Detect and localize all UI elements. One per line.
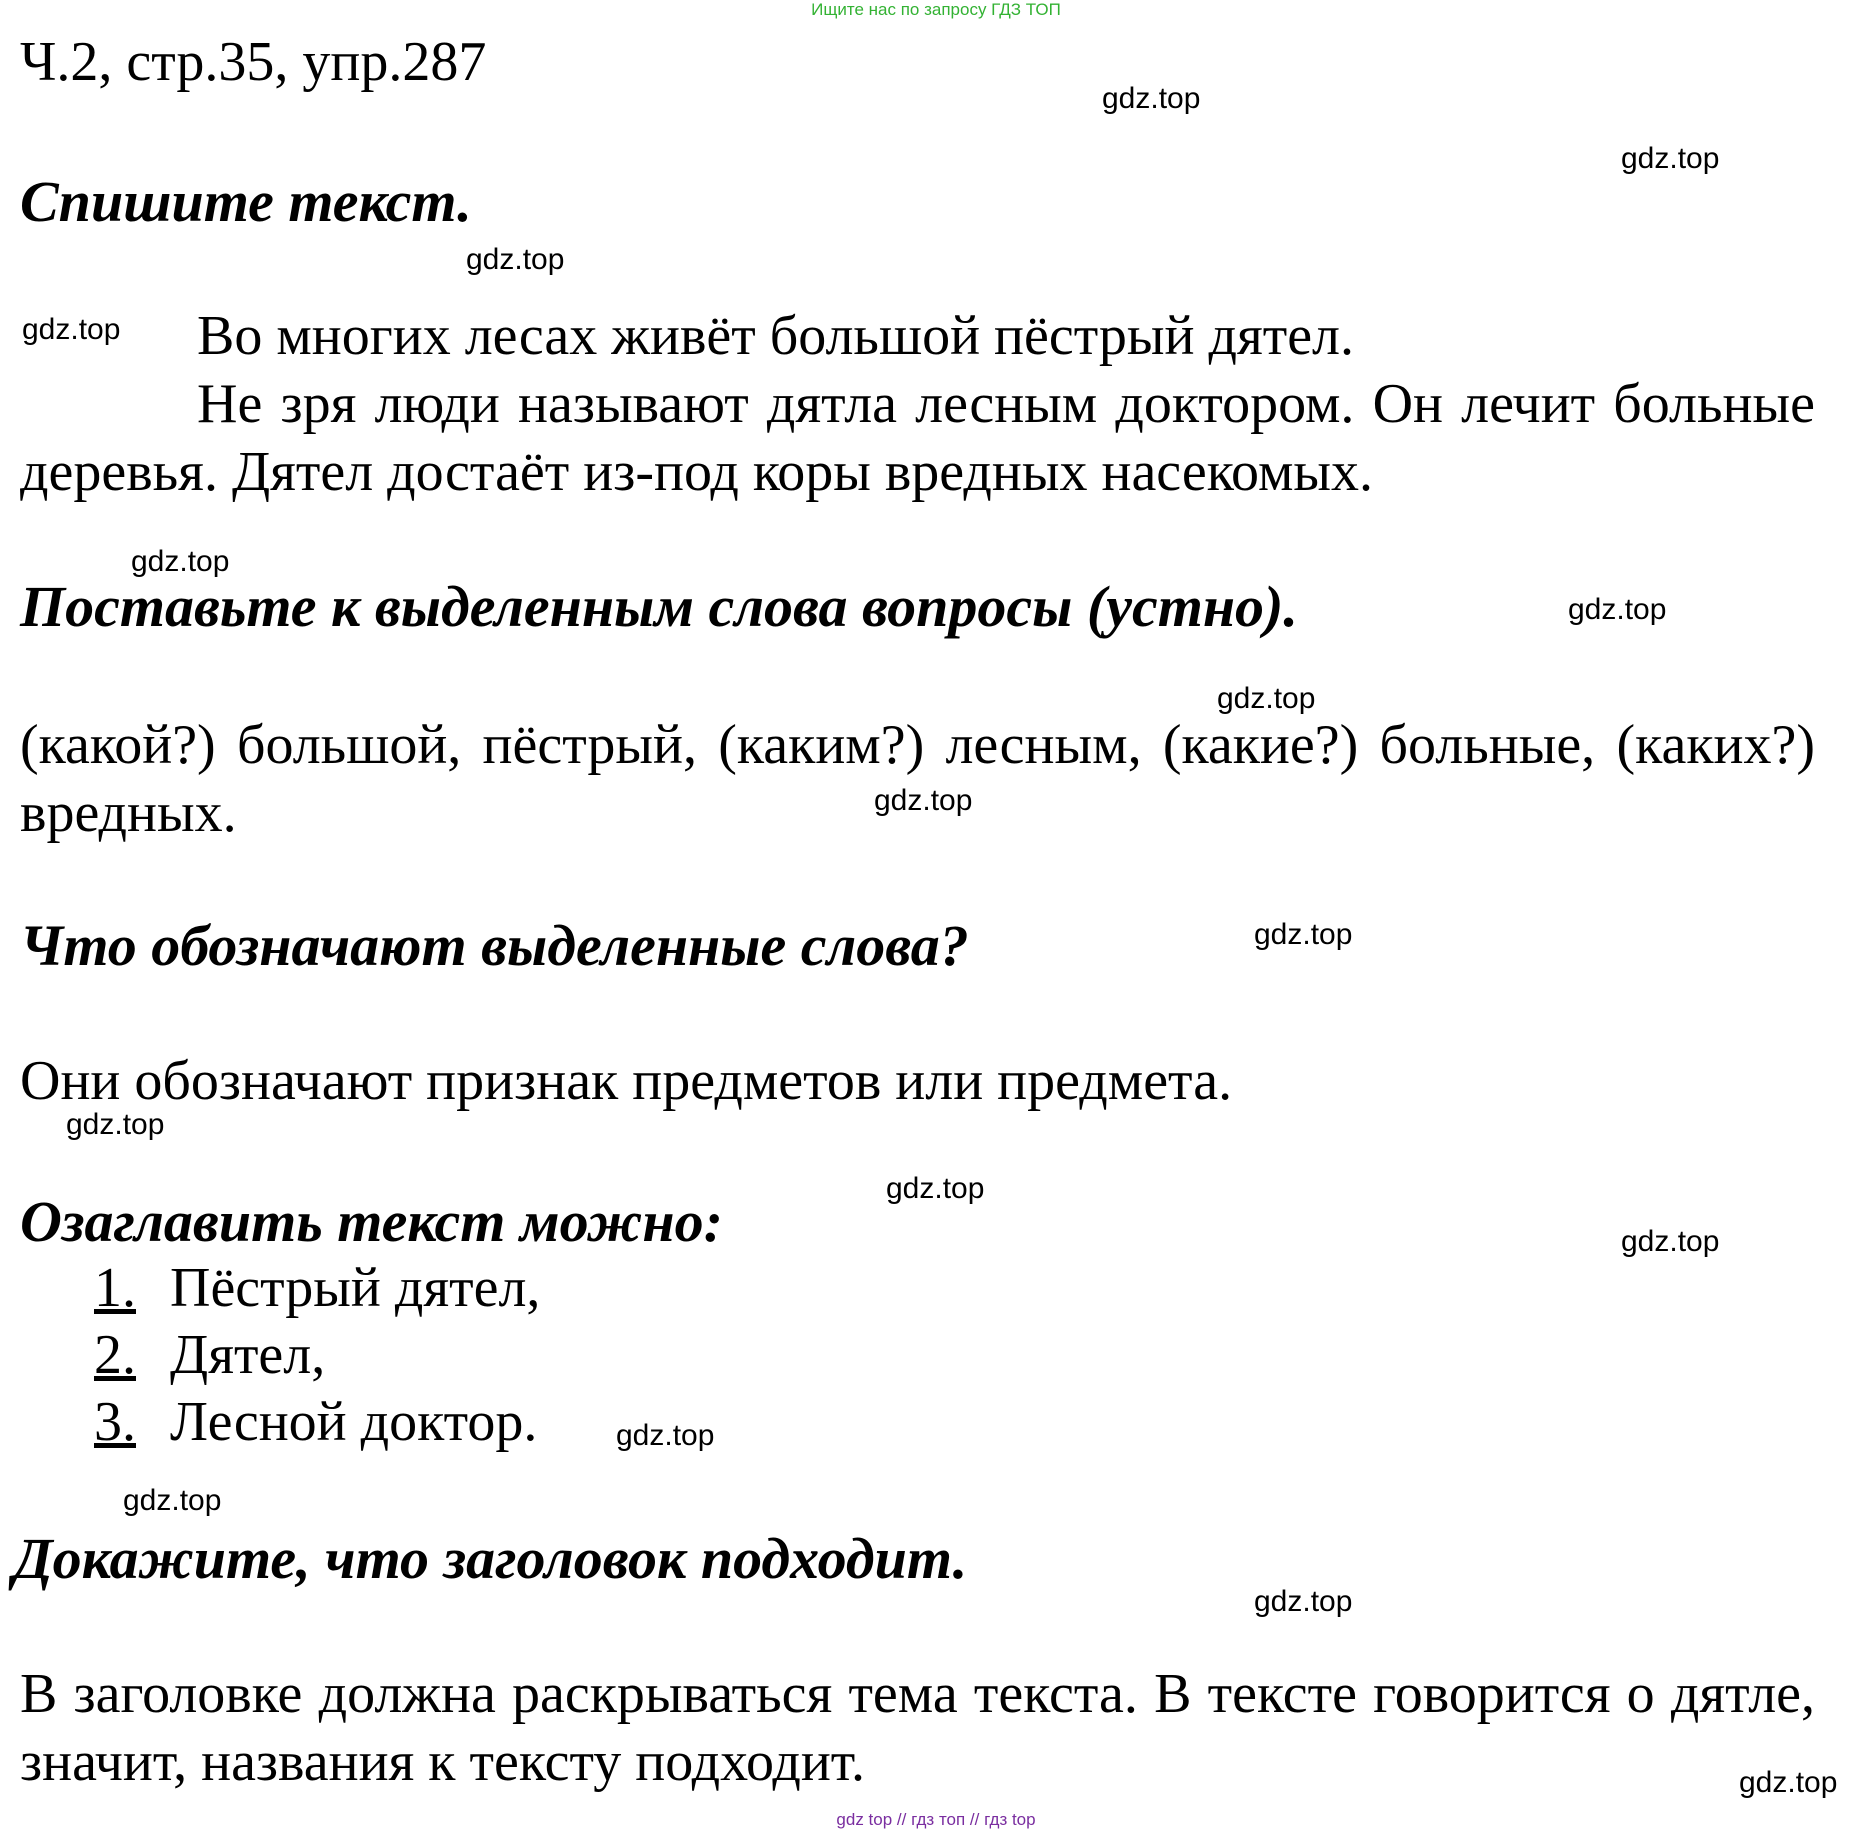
watermark: gdz.top [123, 1484, 222, 1517]
watermark: gdz.top [131, 545, 230, 578]
list-item [94, 1323, 325, 1387]
watermark: gdz.top [22, 313, 121, 346]
task4-heading: Озаглавить текст можно: [20, 1189, 723, 1254]
task2-heading: Поставьте к выделенным слова вопросы (устно). [20, 574, 1298, 639]
task1-paragraph-1: Во многих лесах живёт большой пёстрый дятел. [197, 305, 1354, 367]
list-item-number: 1. [94, 1257, 136, 1319]
watermark: gdz.top [1254, 1585, 1353, 1618]
top-banner: Ищите нас по запросу ГДЗ ТОП [811, 0, 1061, 19]
list-item-text: Пёстрый дятел, [170, 1257, 541, 1319]
task2-answer: (какой?) большой, пёстрый, (каким?) лесным, (какие?) больные, (каких?) вредных. [20, 714, 1815, 844]
watermark: gdz.top [1254, 918, 1353, 951]
footer-watermark: gdz top // гдз топ // гдз top [836, 1810, 1036, 1829]
list-item [94, 1390, 537, 1454]
list-item-text: Дятел, [170, 1324, 326, 1386]
watermark: gdz.top [1217, 682, 1316, 715]
task5-answer: В заголовке должна раскрываться тема текста. В тексте говорится о дятле, значит, названия к тексту подходит. [20, 1663, 1815, 1793]
page-reference: Ч.2, стр.35, упр.287 [20, 31, 487, 93]
task3-answer: Они обозначают признак предметов или предмета. [20, 1050, 1233, 1112]
task5-heading: Докажите, что заголовок подходит. [13, 1526, 968, 1591]
watermark: gdz.top [1621, 142, 1720, 175]
watermark: gdz.top [1621, 1225, 1720, 1258]
watermark: gdz.top [874, 784, 973, 817]
watermark: gdz.top [1568, 593, 1667, 626]
task1-paragraph-2: Не зря люди называют дятла лесным доктором. Он лечит больные деревья. Дятел достаёт из-под коры вредных насекомых. [20, 373, 1815, 503]
watermark: gdz.top [1102, 82, 1201, 115]
watermark: gdz.top [616, 1419, 715, 1452]
list-item-text: Лесной доктор. [170, 1391, 538, 1453]
watermark: gdz.top [466, 243, 565, 276]
task3-heading: Что обозначают выделенные слова? [20, 913, 969, 978]
list-item-number: 2. [94, 1324, 136, 1386]
list-item-number: 3. [94, 1391, 136, 1453]
watermark: gdz.top [886, 1172, 985, 1205]
list-item [94, 1256, 540, 1320]
task1-heading: Спишите текст. [20, 169, 472, 234]
watermark: gdz.top [66, 1108, 165, 1141]
watermark: gdz.top [1739, 1766, 1838, 1799]
